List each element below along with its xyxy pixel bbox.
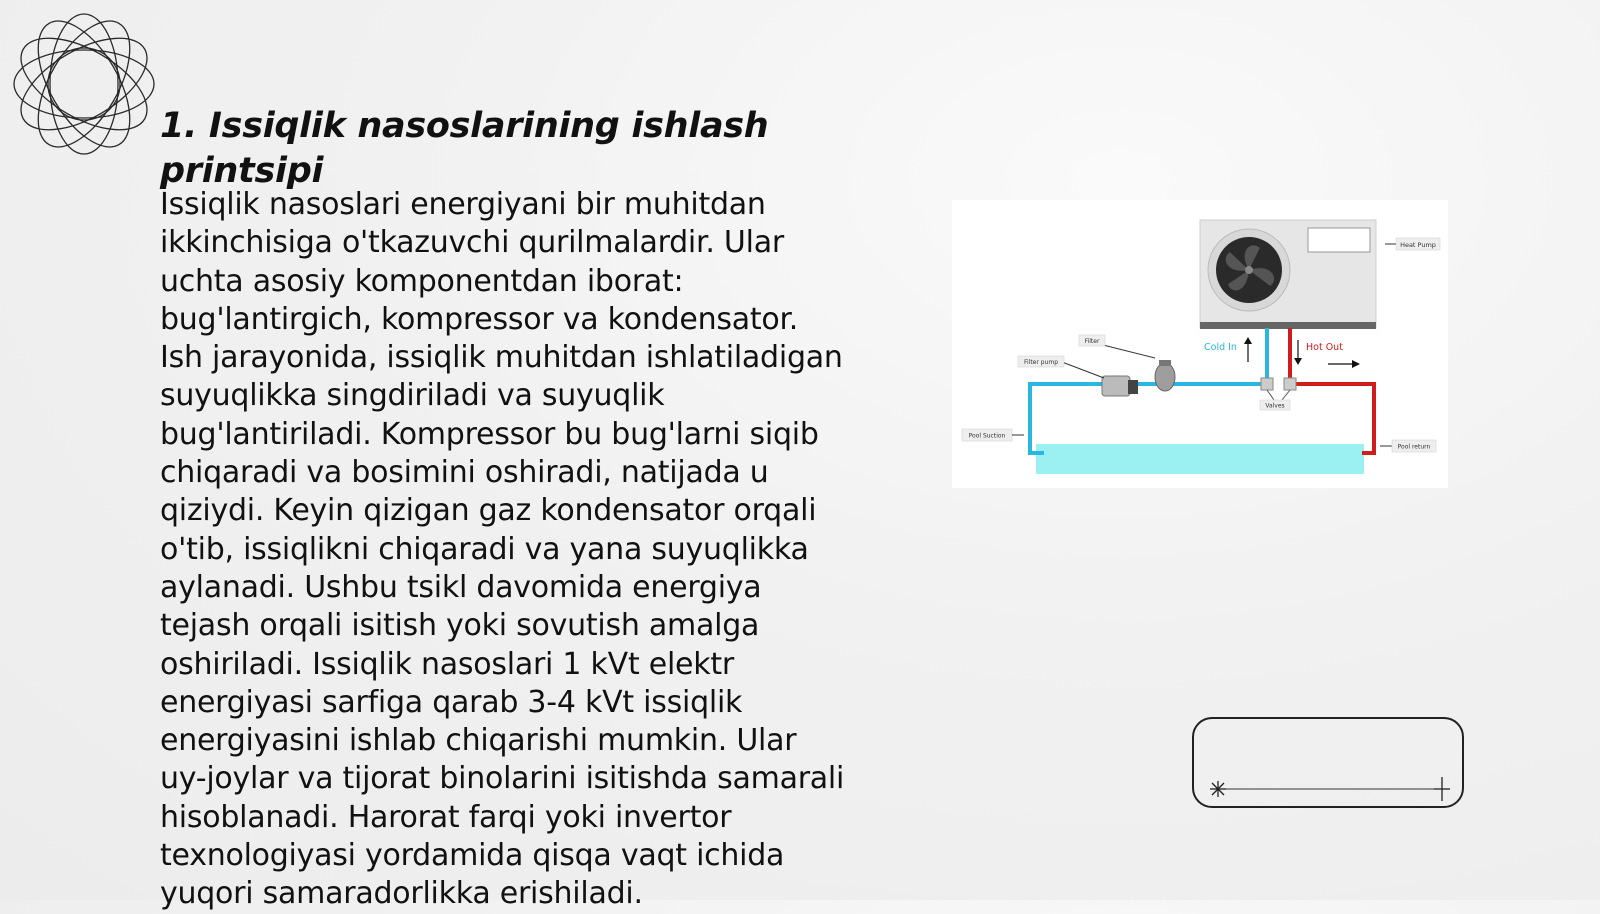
sparkle-icon [1210, 781, 1226, 797]
label-cold-in: Cold In [1204, 342, 1237, 353]
label-filter-pump: Filter pump [1023, 359, 1059, 366]
heat-pump-base [1200, 322, 1376, 329]
overlapping-circles-ornament-icon [8, 8, 160, 160]
slide-body-text: Issiqlik nasoslari energiyani bir muhitdan ikkinchisiga o'tkazuvchi qurilmalardir. Ular uchta asosiy komponentdan iborat: bug'lantirgich, kompressor va kondensator. Ish jarayonida, issiqlik muhitdan ishlatiladigan suyuqlikka singdiriladi va suyuqlik bug'lantiriladi. Kompressor bu bug'larni siqib chiqaradi va bosimini oshiradi, natijada u qiziydi. Keyin qizigan gaz kondensator orqali o'tib, issiqlikni chiqaradi va yana suyuqlikka aylanadi. Ushbu tsikl davomida energiya tejash orqali isitish yoki sovutish amalga oshiriladi. Issiqlik nasoslari 1 kVt elektr energiyasi sarfiga qarab 3-4 kVt issiqlik energiyasini ishlab chiqarishi mumkin. Ular uy-joylar va tijorat binolarini isitishda samarali hisoblanadi. Harorat farqi yoki invertor texnologiyasi yordamida qisqa vaqt ichida yuqori samaradorlikka erishiladi. [160, 187, 845, 912]
filter-icon [1155, 360, 1175, 391]
heat-pump-diagram [952, 200, 1448, 488]
decorative-rounded-box [1192, 717, 1464, 808]
plus-cross-icon [1434, 777, 1450, 801]
pool-water [1036, 444, 1364, 474]
label-pool-return: Pool return [1397, 443, 1431, 451]
display-panel [1308, 228, 1370, 252]
filter-pump-icon [1102, 376, 1138, 396]
label-filter: Filter [1084, 338, 1100, 345]
label-hot-out: Hot Out [1306, 342, 1343, 353]
label-valves: Valves [1265, 402, 1285, 410]
label-pool-suction: Pool Suction [968, 432, 1006, 440]
slide-title: 1. Issiqlik nasoslarining ishlash printsipi [160, 106, 769, 191]
valves-icon [1261, 378, 1296, 390]
label-heat-pump: Heat Pump [1400, 241, 1436, 249]
